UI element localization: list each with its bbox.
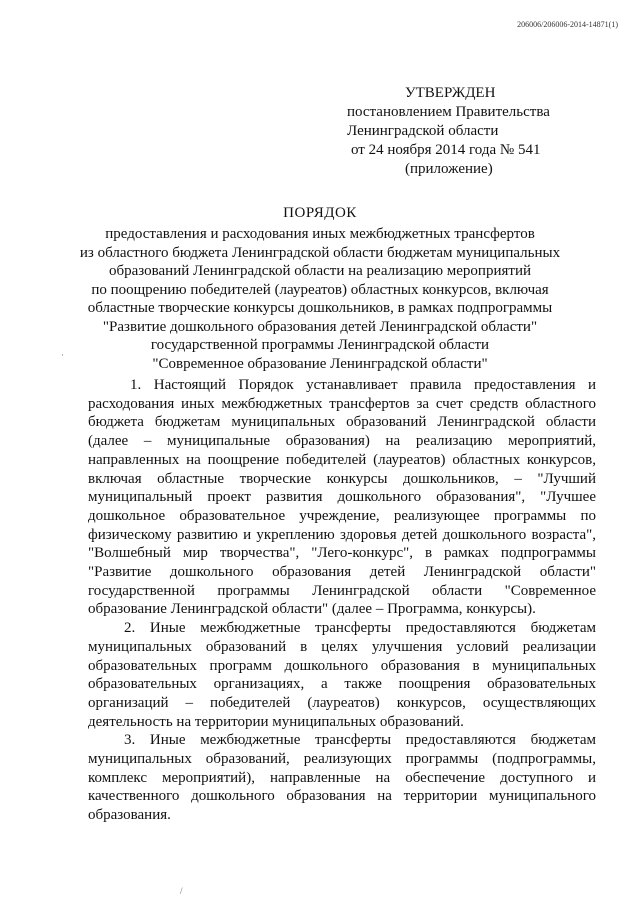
subtitle-line: "Современное образование Ленинградской области"	[152, 355, 488, 372]
subtitle-line: из областного бюджета Ленинградской области бюджетам муниципальных	[79, 244, 561, 261]
paragraph: 1. Настоящий Порядок устанавливает правила предоставления и расходования иных межбюджетных трансфертов за счет средств областного бюджета бюджетам муниципальных образований Ленинградской области (далее – муниципальные образования) на реализацию мероприятий, направленных на поощрение победителей (лауреатов) областных конкурсов, включая областные творческие конкурсы дошкольников, – "Лучший муниципальный проект развития дошкольного образования", "Лучшее дошкольное образовательное учреждение, реализующее программы по физическому развитию и укреплению здоровья детей дошкольного возраста", "Волшебный мир творчества", "Лего-конкурс", в рамках подпрограммы "Развитие дошкольного образования детей Ленинградской области" государственной программы Ленинградской области "Современное образование Ленинградской области" (далее – Программа, конкурсы).	[88, 377, 596, 618]
document-title: ПОРЯДОК	[283, 205, 357, 221]
subtitle-line: образований Ленинградской области на реализацию мероприятий	[109, 263, 531, 279]
subtitle-line: по поощрению победителей (лауреатов) областных конкурсов, включая	[91, 281, 549, 298]
subtitle-line: областные творческие конкурсы дошкольников, в рамках подпрограммы	[87, 300, 553, 316]
approval-block	[345, 84, 605, 179]
approval-title: УТВЕРЖДЕН	[405, 85, 496, 101]
approval-note: (приложение)	[405, 161, 493, 177]
subtitle-line: государственной программы Ленинградской области	[150, 337, 490, 353]
paragraph: 3. Иные межбюджетные трансферты предоставляются бюджетам муниципальных образований, реализующих программы (подпрограммы, комплекс мероприятий), направленные на обеспечение доступного и качественного дошкольного образования на территории муниципального образования.	[88, 732, 596, 824]
document-subtitle	[60, 225, 580, 373]
subtitle-line: предоставления и расходования иных межбюджетных трансфертов	[105, 226, 535, 242]
document-body	[88, 376, 596, 825]
approval-line: Ленинградской области	[347, 123, 499, 139]
approval-date: от 24 ноября 2014 года № 541	[351, 142, 541, 158]
approval-line: постановлением Правительства	[347, 104, 550, 120]
scan-speck: /	[180, 886, 183, 896]
subtitle-line: "Развитие дошкольного образования детей Ленинградской области"	[102, 318, 538, 335]
document-code: 206006/206006-2014-14871(1)	[517, 20, 618, 29]
scan-speck: ·	[61, 350, 64, 360]
paragraph: 2. Иные межбюджетные трансферты предоставляются бюджетам муниципальных образований в целях улучшения условий реализации образовательных программ дошкольного образования в муниципальных образовательных организациях, а также поощрения образовательных организаций – победителей (лауреатов) конкурсов, осуществляющих деятельность на территории муниципальных образований.	[88, 620, 596, 730]
